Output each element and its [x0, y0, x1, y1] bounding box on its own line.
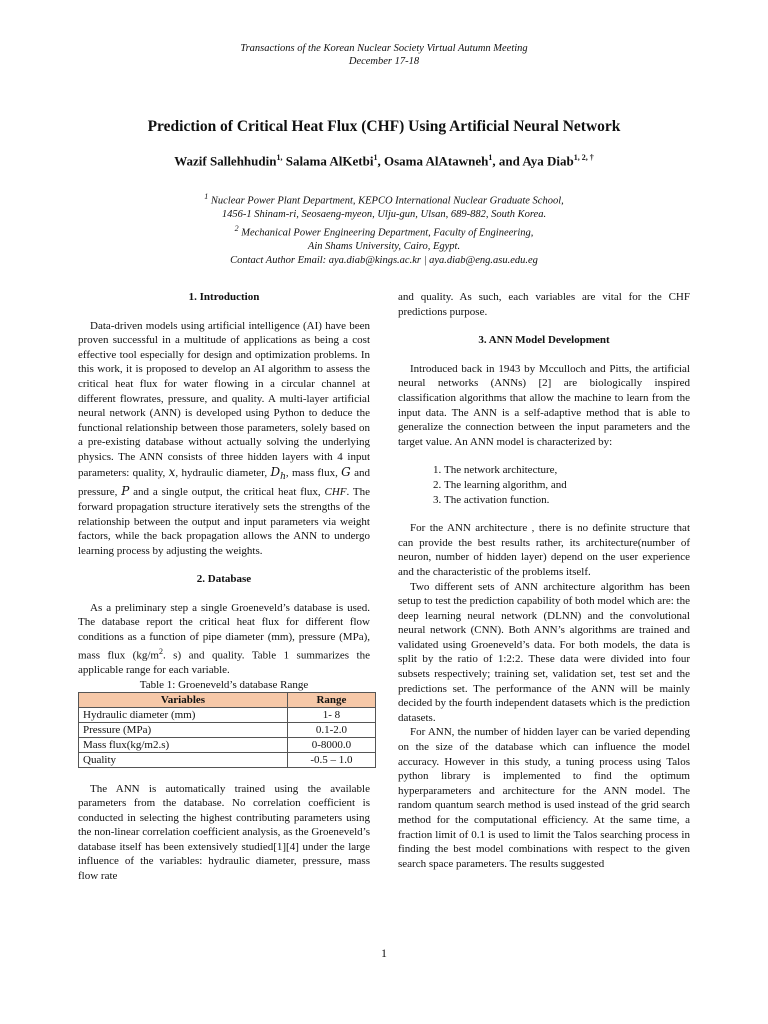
affiliations [0, 190, 768, 253]
intro-text-a: Data-driven models using artificial intelligence (AI) have been proven successful in a multitude of applications as being a cost effective tool especially for design and optimization problems. In this work, it is proposed to develop an AI algorithm to assess the critical heat flux for water flowing in a circular channel at different flowrates, pressure, and quality. A multi-layer artificial neural network (ANN) is developed using Python to deduce the functional relationship between those parameters, solely based on a pre-existing database without actually solving the underlying physics. The ANN consists of three hidden layers with 4 input parameters: quality, [78, 319, 370, 479]
table-cell: Quality [79, 752, 288, 767]
db-text-b: . s) and quality. Table 1 summarizes the applicable range for each variable. [78, 649, 370, 676]
intro-text-c: , mass flux, [285, 466, 342, 479]
author-list [0, 153, 768, 169]
ann-paragraph-3: Two different sets of ANN architecture algorithm has been setup to test the prediction capability of both model which are: the deep learning neural network (DLNN) and the convolutional neural network (CNN). Both ANN’s algorithms are trained and validated using Groeneveld’s data. For both models, the data is split by the ratio of 1:2:2. These data were divided into four subsets respectively; training set, validation set, test set and the predictions set. The performance of the ANN will be mainly decided by the fourth independent datasets which is the prediction datasets. [398, 580, 690, 724]
author-4: , and Aya Diab [492, 153, 574, 169]
aff-line-3: Mechanical Power Engineering Department, Faculty of Engineering, [238, 227, 534, 238]
author-4-sup: 1, 2, † [573, 153, 594, 162]
database-paragraph-2: The ANN is automatically trained using the available parameters from the database. No correlation coefficient is conducted in selecting the highest contributing parameters using the non-linear correlation coefficient analysis, as the Groeneveld’s database itself has been extensively studied[1][4] under the large influence of the variables: hydraulic diameter, pressure, mass flow rate [78, 782, 370, 883]
page-number: 1 [381, 946, 387, 960]
section-title-database: 2. Database [196, 573, 252, 586]
range-table [78, 692, 376, 768]
table-header-row [79, 692, 376, 707]
table-cell: 0-8000.0 [287, 737, 375, 752]
section-title-introduction: 1. Introduction [188, 291, 260, 303]
symbol-dh: D [270, 464, 281, 479]
list-item: 1. The network architecture, [444, 463, 690, 478]
ann-paragraph-4: For ANN, the number of hidden layer can be varied depending on the size of the database which can influence the model accuracy. However in this study, a tuning process using Talos python library is implemented to find the optimum hyperparameters and architecture for the ANN model. The random quantum search method is used instead of the grid search method for the computational efficiency. At the same time, a fraction limit of 0.1 is used to limit the Talos searching process in finding the best model combinations with respect to the given search space parameters. The results suggested [398, 726, 690, 870]
database-continuation: and quality. As such, each variables are vital for the CHF predictions purpose. [398, 291, 690, 318]
table-cell: 0.1-2.0 [287, 722, 375, 737]
symbol-p: P [121, 484, 130, 499]
intro-text-e: and a single output, the critical heat flux, [129, 486, 325, 499]
ann-paragraph-1: Introduced back in 1943 by Mcculloch and Pitts, the artificial neural networks (ANNs) [2] are biologically inspired classification algorithms that allow the machine to learn from the input data. The ANN is a self-adaptive method that is able to generalize the connection between the input parameters and the target value. An ANN model is characterized by: [398, 362, 690, 448]
table-header-variables: Variables [79, 692, 288, 707]
running-header [0, 42, 768, 68]
left-column [78, 290, 370, 898]
ann-paragraph-2: For the ANN architecture , there is no definite structure that can provide the best results rather, its architecture(number of neuron, number of hidden layer) depend on the user experience and the characteristic of the problems itself. [398, 522, 690, 578]
aff-line-4: Ain Shams University, Cairo, Egypt. [307, 240, 461, 252]
author-2: Salama AlKetbi [282, 153, 374, 169]
table-row [79, 737, 376, 752]
author-1: Wazif Sallehhudin [174, 153, 277, 169]
table-row [79, 722, 376, 737]
symbol-x: x [168, 464, 176, 479]
author-1-sup: 1, [276, 153, 283, 162]
list-item: 2. The learning algorithm, and [444, 478, 690, 493]
ann-characteristics-list [398, 463, 690, 507]
intro-paragraph [78, 319, 370, 559]
aff-line-1: Nuclear Power Plant Department, KEPCO International Nuclear Graduate School, [208, 195, 564, 207]
intro-text-b: , hydraulic diameter, [175, 466, 271, 479]
table-cell: Mass flux(kg/m2.s) [79, 737, 288, 752]
table-cell: Hydraulic diameter (mm) [79, 707, 288, 722]
chf-term: CHF [324, 486, 347, 499]
table-cell: Pressure (MPa) [79, 722, 288, 737]
aff-line-2: 1456-1 Shinam-ri, Seosaeng-myeon, Ulju-gun, Ulsan, 689-882, South Korea. [221, 209, 547, 220]
table-cell: -0.5 – 1.0 [287, 752, 375, 767]
table-row [79, 752, 376, 767]
table-header-range: Range [287, 692, 375, 707]
list-item: 3. The activation function. [444, 493, 690, 508]
symbol-g: G [341, 464, 351, 479]
db-sup: 2 [158, 646, 163, 656]
header-line-1: Transactions of the Korean Nuclear Society Virtual Autumn Meeting [240, 43, 528, 54]
aff-sup-1: 1 [204, 192, 209, 201]
aff-sup-2: 2 [234, 223, 239, 233]
right-column [398, 290, 690, 871]
table-cell: 1- 8 [287, 707, 375, 722]
database-paragraph-1 [78, 601, 370, 678]
section-title-ann: 3. ANN Model Development [478, 334, 610, 347]
author-3-sup: 1 [488, 153, 493, 162]
intro-text-d: and pressure, [78, 466, 370, 499]
author-3: , Osama AlAtawneh [377, 153, 489, 169]
author-2-sup: 1 [373, 153, 378, 162]
db-text-a: As a preliminary step a single Groeneveld’s database is used. The database report the critical heat flux for different flow conditions as a function of pipe diameter (mm), pressure (MPa), mass flux (kg/m [78, 601, 370, 662]
contact-email: Contact Author Email: aya.diab@kings.ac.kr | aya.diab@eng.asu.edu.eg [230, 255, 538, 266]
header-line-2: December 17-18 [348, 56, 420, 67]
intro-text-f: . The forward propagation structure iteratively sets the strengths of the relationship between the output and input parameters via weight factors, while the back propagation allows the ANN to undergo learning process by adjusting the weights. [78, 486, 371, 557]
paper-title: Prediction of Critical Heat Flux (CHF) Using Artificial Neural Network [147, 118, 621, 135]
symbol-dh-sub: h [280, 471, 286, 482]
table-row [79, 707, 376, 722]
table-caption: Table 1: Groeneveld’s database Range [139, 678, 309, 691]
